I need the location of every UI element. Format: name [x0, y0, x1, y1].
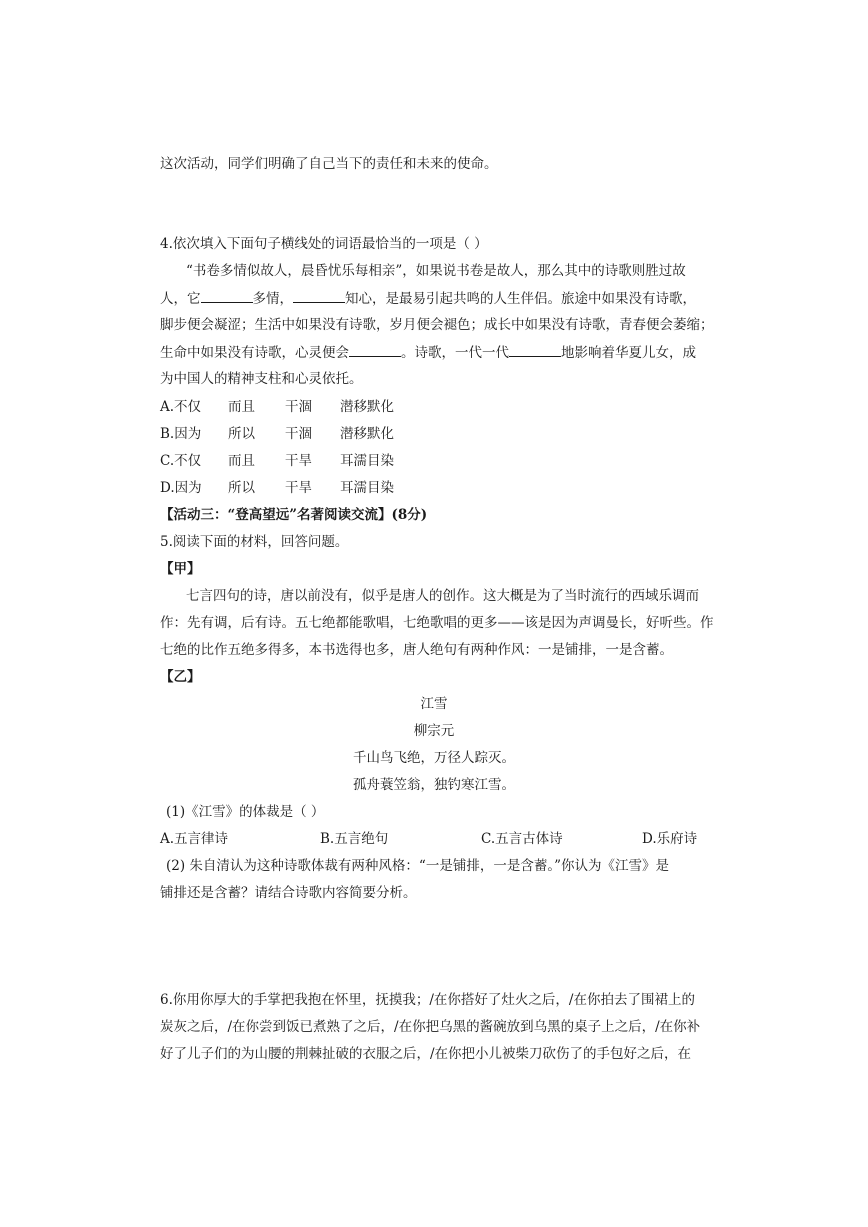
para-text: 生命中如果没有诗歌，心灵便会: [160, 345, 349, 361]
material-jia-line-1: 七言四句的诗，唐以前没有，似乎是唐人的创作。这大概是为了当时流行的西域乐调而: [186, 588, 699, 604]
poem-author: 柳宗元: [413, 723, 455, 739]
option-word-2: 而且: [228, 453, 255, 469]
fill-blank-2: [293, 288, 345, 303]
option-word-3: 干旱: [285, 480, 312, 496]
material-jia-line-2: 作：先有调，后有诗。五七绝都能歌唱，七绝歌唱的更多——该是因为声调曼长，好听些。作: [160, 615, 714, 631]
fill-blank-4: [509, 342, 561, 357]
material-jia-line-3: 七绝的比作五绝多得多，本书选得也多，唐人绝句有两种作风：一是铺排，一是含蓄。: [160, 642, 673, 658]
option-word-4: 耳濡目染: [340, 453, 394, 469]
option-word-3: 干涸: [285, 426, 312, 442]
question-4-para-line-2: [160, 288, 696, 309]
fill-blank-1: [201, 288, 253, 303]
para-text: 地影响着华夏儿女，成: [561, 345, 696, 361]
question-4-para-line-3: 脚步便会凝涩；生活中如果没有诗歌，岁月便会褪色；成长中如果没有诗歌，青春便会萎缩；: [160, 317, 714, 333]
sub-question-1: (1)《江雪》的体裁是（ ）: [166, 804, 325, 820]
sub-question-2-line-2: 铺排还是含蓄？请结合诗歌内容简要分析。: [160, 885, 417, 901]
option-a: A.五言律诗: [160, 831, 229, 847]
option-letter: C.不仅: [160, 453, 202, 469]
question-4-stem: 4.依次填入下面句子横线处的词语最恰当的一项是（ ）: [160, 236, 488, 252]
para-text: 。诗歌，一代一代: [401, 345, 509, 361]
poem-title: 江雪: [420, 696, 448, 712]
activity-3-heading: 【活动三：“登高望远”名著阅读交流】(8分): [160, 507, 428, 523]
question-4-para-line-4: [160, 342, 696, 363]
poem-line-1: 千山鸟飞绝，万径人踪灭。: [353, 750, 515, 766]
option-word-2: 所以: [228, 480, 255, 496]
option-word-4: 潜移默化: [340, 399, 394, 415]
question-6-line-2: 炭灰之后，/在你尝到饭已煮熟了之后，/在你把乌黑的酱碗放到乌黑的桌子上之后，/在你补: [160, 1019, 701, 1035]
option-b: B.五言绝句: [320, 831, 389, 847]
question-4-para-line-1: “书卷多情似故人，晨昏忧乐每相亲”，如果说书卷是故人，那么其中的诗歌则胜过故: [186, 263, 686, 279]
option-word-3: 干涸: [285, 399, 312, 415]
option-word-2: 所以: [228, 426, 255, 442]
option-word-4: 耳濡目染: [340, 480, 394, 496]
option-word-4: 潜移默化: [340, 426, 394, 442]
option-word-2: 而且: [228, 399, 255, 415]
question-6-line-1: 6.你用你厚大的手掌把我抱在怀里，抚摸我；/在你搭好了灶火之后，/在你拍去了围裙上的: [160, 992, 695, 1008]
fill-blank-3: [349, 342, 401, 357]
option-letter: A.不仅: [160, 399, 202, 415]
para-text: 知心，是最易引起共鸣的人生伴侣。旅途中如果没有诗歌，: [345, 291, 696, 307]
option-word-3: 干旱: [285, 453, 312, 469]
option-c: C.五言古体诗: [481, 831, 563, 847]
material-jia-label: 【甲】: [160, 561, 201, 577]
poem-line-2: 孤舟蓑笠翁，独钓寒江雪。: [353, 777, 515, 793]
question-6-line-3: 好了儿子们的为山腰的荆棘扯破的衣服之后，/在你把小儿被柴刀砍伤了的手包好之后，在: [160, 1046, 692, 1062]
sub-question-2-line-1: (2) 朱自清认为这种诗歌体裁有两种风格：“一是铺排，一是含蓄。”你认为《江雪》是: [166, 858, 669, 874]
question-5-stem: 5.阅读下面的材料，回答问题。: [160, 534, 349, 550]
para-text: 人，它: [160, 291, 201, 307]
material-yi-label: 【乙】: [160, 669, 201, 685]
option-d: D.乐府诗: [642, 831, 698, 847]
question-4-para-line-5: 为中国人的精神支柱和心灵依托。: [160, 371, 363, 387]
option-letter: B.因为: [160, 426, 202, 442]
intro-tail-text: 这次活动，同学们明确了自己当下的责任和未来的使命。: [160, 156, 498, 172]
option-letter: D.因为: [160, 480, 202, 496]
para-text: 多情，: [252, 291, 293, 307]
